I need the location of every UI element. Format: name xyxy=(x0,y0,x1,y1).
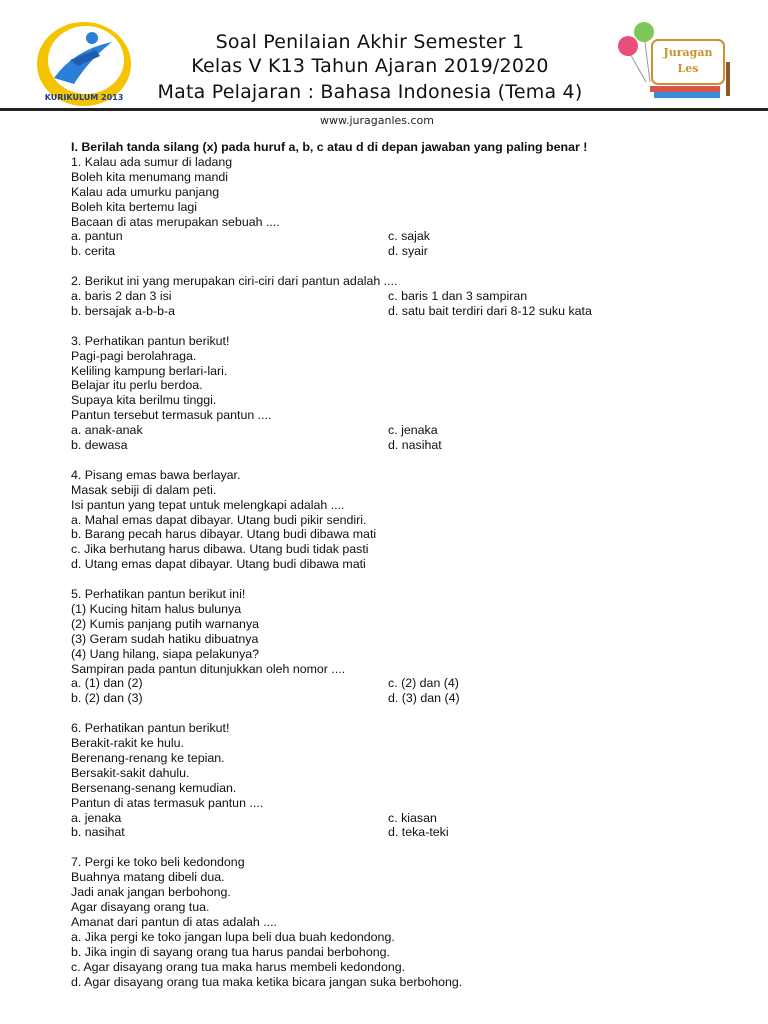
question-line: (1) Kucing hitam halus bulunya xyxy=(71,601,242,616)
question-line: Bersakit-sakit dahulu. xyxy=(71,765,190,780)
answer-option-c: c. kiasan xyxy=(388,810,437,825)
question-spacer xyxy=(71,453,731,468)
page-header xyxy=(0,0,768,130)
kurikulum-2013-logo xyxy=(34,20,134,108)
logo-right-text-1: Juragan xyxy=(663,46,713,59)
question-sheet xyxy=(71,140,731,989)
question-text: 4. Pisang emas bawa berlayar. xyxy=(71,467,241,482)
answer-option: a. Mahal emas dapat dibayar. Utang budi pikir sendiri. xyxy=(71,512,367,527)
question-1 xyxy=(71,155,731,259)
answer-option-row xyxy=(71,438,731,453)
question-line: (2) Kumis panjang putih warnanya xyxy=(71,616,260,631)
question-line: Belajar itu perlu berdoa. xyxy=(71,378,203,393)
answer-option-a: a. jenaka xyxy=(71,810,122,825)
answer-option-a: a. baris 2 dan 3 isi xyxy=(71,289,172,304)
question-line: Pantun tersebut termasuk pantun .... xyxy=(71,408,272,423)
answer-option-d: d. (3) dan (4) xyxy=(388,691,460,706)
question-7 xyxy=(71,855,731,989)
answer-option-c: c. sajak xyxy=(388,229,431,244)
question-text: 5. Perhatikan pantun berikut ini! xyxy=(71,587,246,602)
question-line: Kalau ada umurku panjang xyxy=(71,184,220,199)
answer-option-row xyxy=(71,676,731,691)
answer-option-d: d. teka-teki xyxy=(388,825,449,840)
answer-option: c. Jika berhutang harus dibawa. Utang budi tidak pasti xyxy=(71,542,369,557)
answer-option: c. Agar disayang orang tua maka harus membeli kedondong. xyxy=(71,959,406,974)
question-line: Agar disayang orang tua. xyxy=(71,899,210,914)
question-spacer xyxy=(71,259,731,274)
answer-option-a: a. anak-anak xyxy=(71,423,143,438)
answer-option-row xyxy=(71,229,731,244)
answer-option-d: d. syair xyxy=(388,244,428,259)
answer-option-b: b. nasihat xyxy=(71,825,125,840)
answer-option-b: b. (2) dan (3) xyxy=(71,691,143,706)
question-4 xyxy=(71,468,731,572)
answer-option-c: c. jenaka xyxy=(388,423,438,438)
question-line: (3) Geram sudah hatiku dibuatnya xyxy=(71,631,259,646)
question-line: (4) Uang hilang, siapa pelakunya? xyxy=(71,646,260,661)
question-line: Jadi anak jangan berbohong. xyxy=(71,885,231,900)
page-title-line-2: Kelas V K13 Tahun Ajaran 2019/2020 xyxy=(191,55,549,77)
question-line: Berenang-renang ke tepian. xyxy=(71,750,225,765)
question-spacer xyxy=(71,706,731,721)
question-line: Masak sebiji di dalam peti. xyxy=(71,482,217,497)
website-url: www.juraganles.com xyxy=(320,114,435,127)
question-line: Berakit-rakit ke hulu. xyxy=(71,736,184,751)
answer-option-d: d. satu bait terdiri dari 8-12 suku kata xyxy=(388,303,592,318)
answer-option: d. Agar disayang orang tua maka ketika bicara jangan suka berbohong. xyxy=(71,974,463,989)
question-text: 7. Pergi ke toko beli kedondong xyxy=(71,855,245,870)
question-spacer xyxy=(71,572,731,587)
question-line: Pantun di atas termasuk pantun .... xyxy=(71,795,264,810)
answer-option-b: b. bersajak a-b-b-a xyxy=(71,303,175,318)
answer-option-row xyxy=(71,811,731,826)
question-line: Boleh kita bertemu lagi xyxy=(71,199,198,214)
answer-option: b. Barang pecah harus dibayar. Utang budi dibawa mati xyxy=(71,527,377,542)
logo-left-text: KURIKULUM 2013 xyxy=(44,93,124,102)
page-title-line-1: Soal Penilaian Akhir Semester 1 xyxy=(215,31,525,53)
answer-option: b. Jika ingin di sayang orang tua harus pandai berbohong. xyxy=(71,944,390,959)
answer-option: a. Jika pergi ke toko jangan lupa beli dua buah kedondong. xyxy=(71,929,395,944)
question-line: Pagi-pagi berolahraga. xyxy=(71,348,197,363)
question-line: Boleh kita menumang mandi xyxy=(71,169,229,184)
question-line: Keliling kampung berlari-lari. xyxy=(71,363,228,378)
question-3 xyxy=(71,334,731,453)
answer-option-a: a. (1) dan (2) xyxy=(71,676,143,691)
question-line: Sampiran pada pantun ditunjukkan oleh nomor .... xyxy=(71,661,346,676)
question-text: 6. Perhatikan pantun berikut! xyxy=(71,721,230,736)
logo-right-text-2: Les xyxy=(677,62,699,75)
answer-option-b: b. cerita xyxy=(71,244,116,259)
header-divider xyxy=(0,108,768,111)
question-2 xyxy=(71,274,731,319)
question-text: 3. Perhatikan pantun berikut! xyxy=(71,333,230,348)
answer-option: d. Utang emas dapat dibayar. Utang budi dibawa mati xyxy=(71,557,366,572)
answer-option-d: d. nasihat xyxy=(388,438,442,453)
question-6 xyxy=(71,721,731,840)
question-line: Buahnya matang dibeli dua. xyxy=(71,870,225,885)
juragan-les-logo xyxy=(616,20,756,102)
answer-option-row xyxy=(71,691,731,706)
answer-option-row xyxy=(71,825,731,840)
question-text: 1. Kalau ada sumur di ladang xyxy=(71,154,233,169)
question-line: Supaya kita berilmu tinggi. xyxy=(71,393,217,408)
question-spacer xyxy=(71,319,731,334)
answer-option-a: a. pantun xyxy=(71,229,123,244)
instruction-text: I. Berilah tanda silang (x) pada huruf a, b, c atau d di depan jawaban yang paling benar ! xyxy=(71,140,588,154)
answer-option-row xyxy=(71,244,731,259)
question-line: Bacaan di atas merupakan sebuah .... xyxy=(71,214,280,229)
answer-option-b: b. dewasa xyxy=(71,438,128,453)
question-line: Amanat dari pantun di atas adalah .... xyxy=(71,914,277,929)
question-text: 2. Berikut ini yang merupakan ciri-ciri dari pantun adalah .... xyxy=(71,274,398,289)
answer-option-c: c. baris 1 dan 3 sampiran xyxy=(388,289,528,304)
question-line: Isi pantun yang tepat untuk melengkapi adalah .... xyxy=(71,497,345,512)
answer-option-row xyxy=(71,304,731,319)
question-line: Bersenang-senang kemudian. xyxy=(71,780,237,795)
answer-option-row xyxy=(71,423,731,438)
answer-option-row xyxy=(71,289,731,304)
question-5 xyxy=(71,587,731,706)
page-title-line-3: Mata Pelajaran : Bahasa Indonesia (Tema 4) xyxy=(157,81,583,103)
question-spacer xyxy=(71,840,731,855)
answer-option-c: c. (2) dan (4) xyxy=(388,676,459,691)
